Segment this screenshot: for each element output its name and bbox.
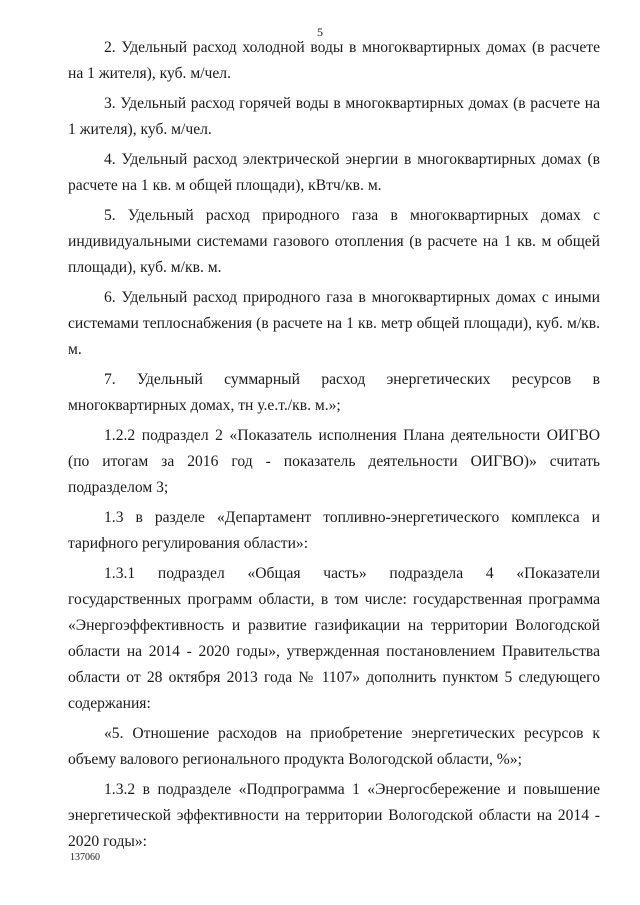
paragraph-1-3: 1.3 в разделе «Департамент топливно-энергетического комплекса и тарифного регулирования области»:	[68, 509, 600, 552]
page-number: 5	[317, 25, 323, 39]
paragraph-1-3-1: 1.3.1 подраздел «Общая часть» подраздела 4 «Показатели государственных программ области, в том числе: государственная программа «Энергоэффективность и развитие газификации на территории Вологодской области на 2014 - 2020 годы», утвержденная постановлением Правительства области от 28 октября 2013 года № 1107» дополнить пунктом 5 следующего содержания:	[68, 565, 600, 712]
paragraph-1-3-2: 1.3.2 в подразделе «Подпрограмма 1 «Энергосбережение и повышение энергетической эффективности на территории Вологодской области на 2014 - 2020 годы»:	[68, 781, 600, 850]
paragraph-item-3: 3. Удельный расход горячей воды в многоквартирных домах (в расчете на 1 жителя), куб. м/чел.	[68, 95, 600, 138]
document-code: 137060	[70, 852, 100, 863]
document-body	[68, 35, 600, 859]
paragraph-1-2-2: 1.2.2 подраздел 2 «Показатель исполнения Плана деятельности ОИГВО (по итогам за 2016 год - показатель деятельности ОИГВО)» считать подразделом 3;	[68, 427, 600, 496]
paragraph-item-5: 5. Удельный расход природного газа в многоквартирных домах с индивидуальными системами газового отопления (в расчете на 1 кв. м общей площади), куб. м/кв. м.	[68, 207, 600, 276]
paragraph-item-6: 6. Удельный расход природного газа в многоквартирных домах с иными системами теплоснабжения (в расчете на 1 кв. метр общей площади), куб. м/кв. м.	[68, 289, 600, 358]
paragraph-item-2: 2. Удельный расход холодной воды в многоквартирных домах (в расчете на 1 жителя), куб. м/чел.	[68, 39, 600, 82]
paragraph-item-4: 4. Удельный расход электрической энергии в многоквартирных домах (в расчете на 1 кв. м общей площади), кВтч/кв. м.	[68, 151, 600, 194]
quoted-item-5: «5. Отношение расходов на приобретение энергетических ресурсов к объему валового регионального продукта Вологодской области, %»;	[68, 725, 600, 768]
paragraph-item-7: 7. Удельный суммарный расход энергетических ресурсов в многоквартирных домах, тн у.е.т./кв. м.»;	[68, 371, 600, 414]
